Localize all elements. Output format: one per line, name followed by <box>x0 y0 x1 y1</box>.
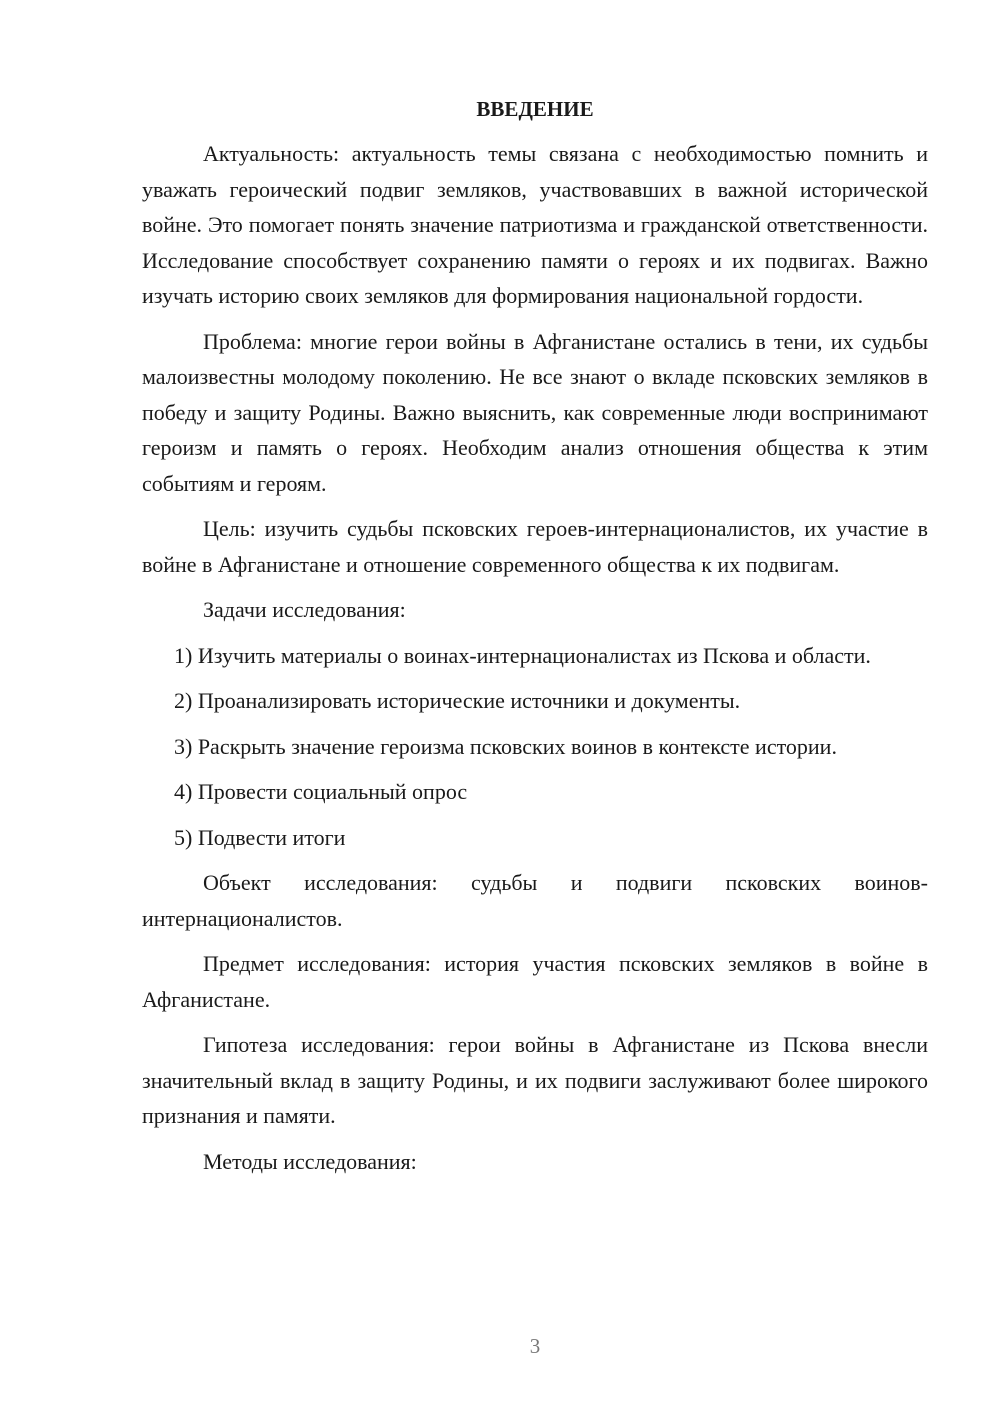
hypothesis-paragraph: Гипотеза исследования: герои войны в Афганистане из Пскова внесли значительный вклад в защиту Родины, и их подвиги заслуживают более широкого признания и памяти. <box>142 1032 928 1128</box>
object-paragraph: Объект исследования: судьбы и подвиги псковских воинов-интернационалистов. <box>142 870 928 931</box>
task-item-4: 4) Провести социальный опрос <box>174 779 468 804</box>
page-number: 3 <box>529 1334 541 1358</box>
page-title: ВВЕДЕНИЕ <box>476 97 594 121</box>
task-item-5: 5) Подвести итоги <box>174 824 346 850</box>
methods-heading: Методы исследования: <box>203 1148 417 1174</box>
relevance-paragraph: Актуальность: актуальность темы связана с необходимостью помнить и уважать героический подвиг земляков, участвовавших в важной исторической войне. Это помогает понять значение патриотизма и гражданской ответственности. Исследование способствует сохранению памяти о героях и их подвигах. Важно изучать историю своих земляков для формирования национальной гордости. <box>142 141 928 308</box>
task-item-2: 2) Проанализировать исторические источники и документы. <box>174 688 741 713</box>
goal-paragraph: Цель: изучить судьбы псковских героев-интернационалистов, их участие в войне в Афганистане и отношение современного общества к их подвигам. <box>142 516 928 577</box>
subject-paragraph: Предмет исследования: история участия псковских земляков в войне в Афганистане. <box>142 951 928 1012</box>
document-page <box>142 94 928 1189</box>
task-item-1: 1) Изучить материалы о воинах-интернационалистах из Пскова и области. <box>174 642 871 668</box>
tasks-heading: Задачи исследования: <box>203 597 406 622</box>
task-item-3: 3) Раскрыть значение героизма псковских воинов в контексте истории. <box>174 733 837 759</box>
problem-paragraph: Проблема: многие герои войны в Афганистане остались в тени, их судьбы малоизвестны молодому поколению. Не все знают о вкладе псковских земляков в победу и защиту Родины. Важно выяснить, как современные люди воспринимают героизм и память о героях. Необходим анализ отношения общества к этим событиям и героям. <box>142 328 928 496</box>
